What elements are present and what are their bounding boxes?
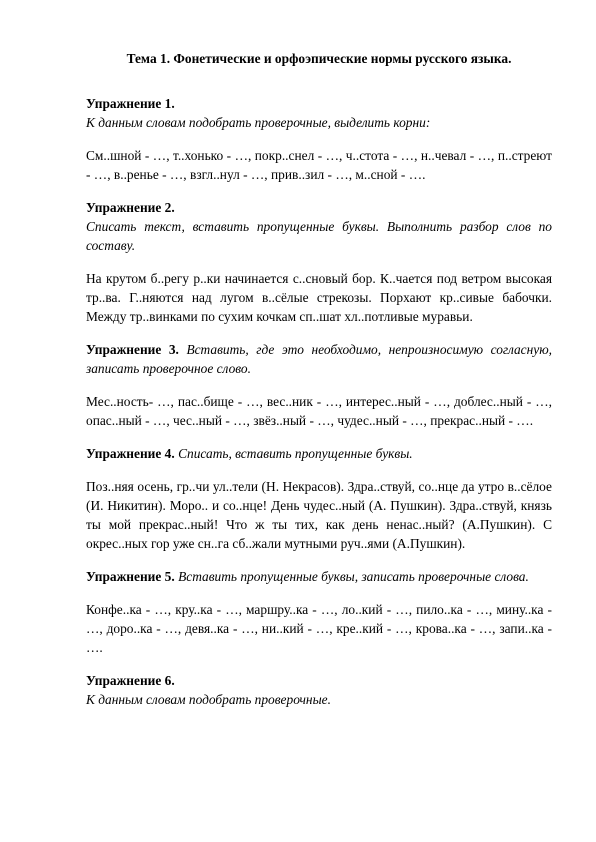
exercise-3	[86, 340, 552, 430]
exercise-label: Упражнение 3.	[86, 342, 187, 357]
exercise-label: Упражнение 1.	[86, 96, 175, 111]
exercise-label: Упражнение 2.	[86, 200, 175, 215]
exercise-body: Мес..ность- …, пас..бище - …, вес..ник - …, интерес..ный - …, доблес..ный - …, опас..ный - …, чес..ный - …, звёз..ный - …, чудес..ный - …, прекрас..ный - ….	[86, 394, 552, 428]
exercise-task: Вставить, где это необходимо, непроизносимую согласную, записать проверочное слово.	[86, 342, 552, 376]
exercise-label: Упражнение 5.	[86, 569, 179, 584]
exercise-6	[86, 671, 552, 709]
exercise-header	[86, 340, 552, 378]
exercise-task: К данным словам подобрать проверочные, выделить корни:	[86, 115, 431, 130]
exercise-header	[86, 198, 552, 255]
exercise-body: На крутом б..регу р..ки начинается с..сновый бор. К..чается под ветром высокая тр..ва. Г..няются над лугом в..сёлые стрекозы. Порхают кр..сивые бабочки. Между тр..винками по сухим кочкам сп..шат хл..потливые муравьи.	[86, 271, 552, 324]
document-page	[86, 50, 552, 723]
exercise-label: Упражнение 4.	[86, 446, 179, 461]
exercise-header	[86, 671, 552, 709]
exercise-body: См..шной - …, т..хонько - …, покр..снел - …, ч..стота - …, н..чевал - …, п..стреют - …, в..ренье - …, взгл..нул - …, прив..зил - …, м..сной - ….	[86, 148, 552, 182]
exercise-label: Упражнение 6.	[86, 673, 175, 688]
exercise-task: Списать, вставить пропущенные буквы.	[178, 446, 413, 461]
exercise-task: Списать текст, вставить пропущенные буквы. Выполнить разбор слов по составу.	[86, 219, 552, 253]
exercise-4	[86, 444, 552, 553]
page-title: Тема 1. Фонетические и орфоэпические нормы русского языка.	[126, 51, 512, 66]
exercise-2	[86, 198, 552, 326]
exercise-header	[86, 567, 552, 586]
exercise-task: К данным словам подобрать проверочные.	[86, 692, 331, 707]
exercise-1	[86, 94, 552, 184]
exercise-task: Вставить пропущенные буквы, записать проверочные слова.	[178, 569, 529, 584]
exercise-body: Конфе..ка - …, кру..ка - …, маршру..ка - …, ло..кий - …, пило..ка - …, мину..ка - …, доро..ка - …, девя..ка - …, ни..кий - …, кре..кий - …, крова..ка - …, запи..ка - ….	[86, 602, 552, 655]
exercise-body: Поз..няя осень, гр..чи ул..тели (Н. Некрасов). Здра..ствуй, со..нце да утро в..сёлое (И. Никитин). Моро.. и со..нце! День чудес..ный (А. Пушкин). Здра..ствуй, князь ты мой прекрас..ный! Что ж ты тих, как день ненас..ный? (А.Пушкин). С окрес..ных гор уже сн..га сб..жали мутными руч..ями (А.Пушкин).	[86, 479, 552, 551]
exercise-header	[86, 94, 552, 132]
exercise-header	[86, 444, 552, 463]
exercise-5	[86, 567, 552, 657]
